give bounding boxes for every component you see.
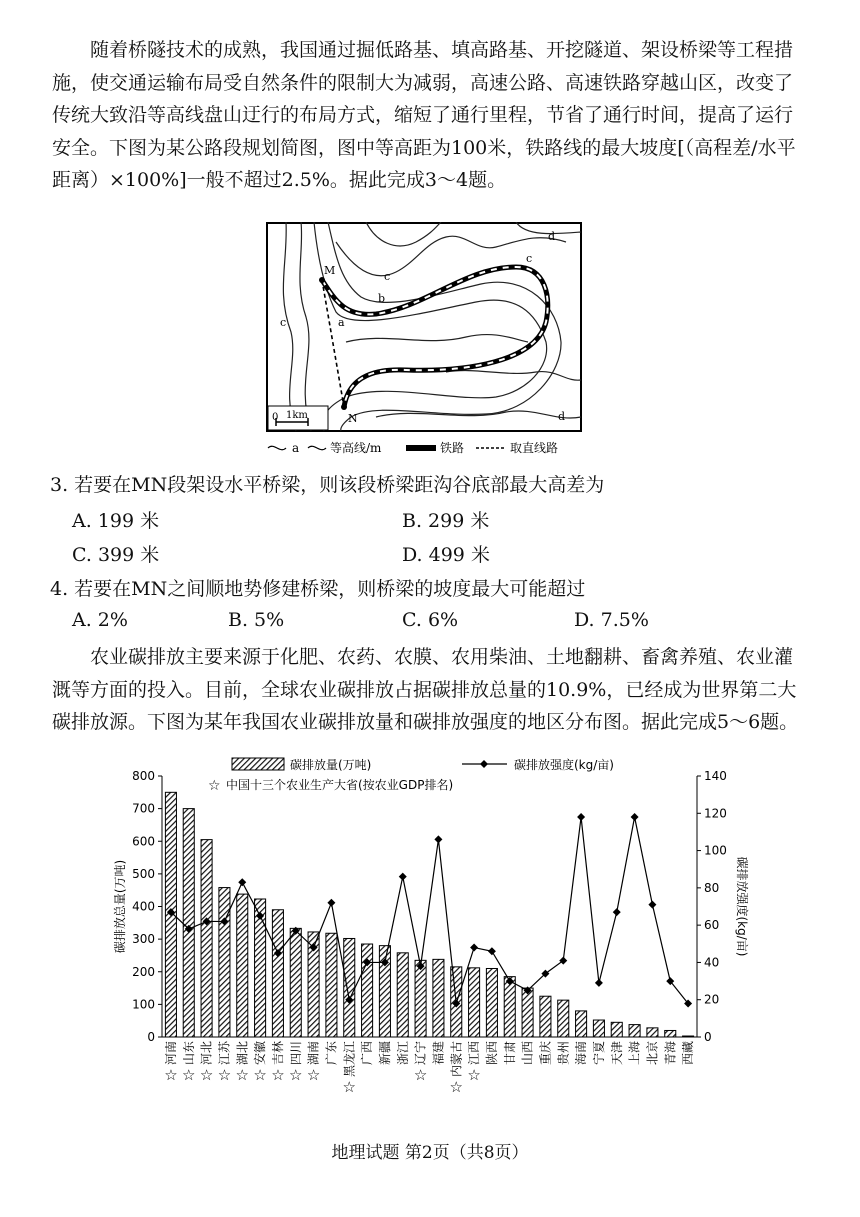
star-marker: ☆ [235, 1066, 249, 1084]
star-marker: ☆ [271, 1066, 285, 1084]
left-tick-label: 800 [132, 769, 155, 783]
scale-zero: 0 [272, 412, 279, 423]
right-tick-label: 60 [704, 918, 720, 933]
x-tick-label: 广东 [324, 1041, 339, 1066]
intensity-point-宁夏 [595, 979, 603, 987]
left-tick-label: 0 [147, 1030, 155, 1044]
legend-straight-route: 取直线路 [510, 441, 559, 455]
star-marker: ☆ [449, 1078, 463, 1096]
x-tick-label: 北京 [645, 1041, 660, 1066]
x-tick-label: 山西 [520, 1041, 535, 1066]
star-marker: ☆ [467, 1066, 481, 1084]
star-marker: ☆ [253, 1066, 267, 1084]
map-label-c: c [384, 270, 391, 283]
x-tick-label: 天津 [609, 1041, 624, 1066]
x-tick-label: 上海 [627, 1041, 642, 1066]
intensity-point-福建 [434, 835, 442, 843]
question-4-option-c: C. 6% [402, 609, 459, 631]
intensity-point-北京 [648, 901, 656, 909]
x-tick-label: 湖北 [235, 1041, 250, 1066]
left-tick-label: 300 [132, 932, 155, 947]
star-marker: ☆ [182, 1066, 196, 1084]
intensity-line [171, 817, 688, 1003]
x-tick-label: 宁夏 [591, 1041, 606, 1066]
question-3-option-b: B. 299 米 [402, 510, 490, 532]
x-tick-label: 海南 [574, 1041, 589, 1066]
bar-四川 [290, 928, 301, 1037]
left-tick-label: 100 [132, 997, 155, 1012]
x-tick-label: 西藏 [681, 1041, 696, 1066]
star-marker: ☆ [164, 1066, 178, 1084]
right-tick-label: 80 [704, 880, 720, 895]
x-tick-label: 四川 [288, 1041, 303, 1066]
map-label-m: M [324, 264, 336, 277]
contour-map [266, 222, 582, 432]
map-legend [266, 438, 596, 458]
bar-福建 [433, 959, 444, 1037]
right-tick-label: 100 [704, 843, 727, 858]
intensity-point-陕西 [488, 947, 496, 955]
bar-黑龙江 [344, 938, 355, 1037]
question-3-stem: 3. 若要在MN段架设水平桥梁，则该段桥梁距沟谷底部最大高差为 [50, 474, 605, 496]
x-tick-label: 内蒙古 [449, 1041, 464, 1078]
legend-bar-swatch [232, 758, 284, 770]
bar-陕西 [486, 968, 497, 1037]
map-label-d: d [558, 410, 566, 423]
carbon-emission-chart [112, 754, 752, 1104]
left-tick-label: 600 [132, 834, 155, 849]
x-tick-label: 福建 [431, 1041, 446, 1066]
map-label-n: N [348, 412, 358, 425]
page-footer: 地理试题 第2页（共8页） [331, 1143, 529, 1163]
bar-河北 [201, 840, 212, 1037]
bar-江西 [469, 968, 480, 1037]
question-4-option-a: A. 2% [72, 609, 128, 631]
x-tick-label: 广西 [360, 1041, 375, 1066]
right-tick-label: 120 [704, 806, 727, 821]
intensity-point-广东 [327, 899, 335, 907]
bar-天津 [611, 1022, 622, 1037]
x-tick-label: 青海 [663, 1041, 678, 1066]
right-tick-label: 40 [704, 955, 720, 970]
bar-青海 [665, 1030, 676, 1037]
intensity-point-江西 [470, 944, 478, 952]
x-tick-label: 浙江 [395, 1041, 410, 1066]
bar-重庆 [540, 996, 551, 1037]
bar-西藏 [683, 1036, 694, 1037]
legend-contour: 等高线/m [330, 441, 382, 455]
star-marker: ☆ [289, 1066, 303, 1084]
x-tick-label: 甘肃 [502, 1041, 517, 1066]
bar-广西 [362, 944, 373, 1037]
x-tick-label: 河南 [163, 1041, 178, 1066]
legend-line-label: 碳排放强度(kg/亩) [514, 758, 614, 772]
x-tick-label: 山东 [181, 1041, 196, 1066]
bar-山东 [183, 809, 194, 1037]
question-3-option-a: A. 199 米 [72, 510, 160, 532]
bar-江苏 [219, 888, 230, 1037]
intro-paragraph-2: 农业碳排放主要来源于化肥、农药、农膜、农用柴油、土地翻耕、畜禽养殖、农业灌溉等方面的投入。目前，全球农业碳排放占据碳排放总量的10.9%，已经成为世界第二大碳排放源。下图为某年我国农业碳排放量和碳排放强度的地区分布图。据此完成5～6题。 [52, 646, 799, 733]
right-axis-label: 碳排放强度(kg/亩) [735, 856, 749, 957]
x-tick-label: 重庆 [538, 1041, 553, 1066]
bar-湖北 [237, 894, 248, 1037]
right-tick-label: 20 [704, 992, 720, 1007]
intro-paragraph-1: 随着桥隧技术的成熟，我国通过掘低路基、填高路基、开挖隧道、架设桥梁等工程措施，使交通运输布局受自然条件的限制大为减弱，高速公路、高速铁路穿越山区，改变了传统大致沿等高线盘山迂行的布局方式，缩短了通行里程，节省了通行时间，提高了运行安全。下图为某公路段规划简图，图中等高距为100米，铁路线的最大坡度[（高程差/水平距离）×100%]一般不超过2.5%。据此完成3～4题。 [52, 39, 796, 191]
x-tick-label: 江西 [467, 1041, 482, 1066]
map-label-c: c [280, 316, 287, 329]
left-tick-label: 700 [132, 801, 155, 816]
intensity-point-天津 [613, 908, 621, 916]
left-tick-label: 400 [132, 899, 155, 914]
legend-bar-label: 碳排放量(万吨) [290, 758, 372, 772]
question-3-option-d: D. 499 米 [402, 544, 490, 566]
intensity-point-海南 [577, 813, 585, 821]
question-4-stem: 4. 若要在MN之间顺地势修建桥梁，则桥梁的坡度最大可能超过 [50, 578, 586, 600]
x-tick-label: 湖南 [306, 1041, 321, 1066]
map-label-c: c [526, 252, 533, 265]
bar-海南 [576, 1011, 587, 1037]
bar-山西 [522, 988, 533, 1037]
legend-star-icon: ☆ [208, 778, 221, 794]
star-marker: ☆ [306, 1066, 321, 1084]
map-label-a: a [338, 316, 345, 329]
bar-吉林 [272, 910, 283, 1037]
bar-宁夏 [593, 1020, 604, 1037]
x-tick-label: 吉林 [270, 1041, 285, 1066]
question-3-option-c: C. 399 米 [72, 544, 160, 566]
legend-railway: 铁路 [440, 441, 465, 455]
left-tick-label: 500 [132, 866, 155, 881]
x-tick-label: 黑龙江 [342, 1041, 357, 1078]
right-tick-label: 0 [704, 1030, 712, 1044]
bar-甘肃 [504, 977, 515, 1037]
bar-辽宁 [415, 960, 426, 1037]
legend-star-label: 中国十三个农业生产大省(按农业GDP排名) [226, 778, 454, 792]
x-tick-label: 贵州 [556, 1041, 571, 1066]
bar-北京 [647, 1028, 658, 1037]
x-tick-label: 陕西 [484, 1041, 499, 1066]
x-tick-label: 江苏 [217, 1041, 232, 1066]
map-label-b: b [378, 292, 386, 305]
x-tick-label: 新疆 [377, 1041, 392, 1066]
x-tick-label: 河北 [199, 1041, 214, 1066]
bar-贵州 [558, 1000, 569, 1037]
intensity-point-湖北 [238, 878, 246, 886]
scale-label: 1km [286, 410, 308, 421]
question-4-option-b: B. 5% [228, 609, 285, 631]
star-marker: ☆ [413, 1066, 428, 1084]
question-4-option-d: D. 7.5% [574, 609, 649, 631]
bar-浙江 [397, 953, 408, 1037]
left-tick-label: 200 [132, 964, 155, 979]
intensity-point-浙江 [399, 873, 407, 881]
star-marker: ☆ [342, 1078, 356, 1096]
bar-广东 [326, 933, 337, 1037]
star-marker: ☆ [199, 1066, 214, 1084]
star-marker: ☆ [217, 1066, 232, 1084]
legend-line-marker [480, 760, 488, 768]
bar-上海 [629, 1025, 640, 1037]
x-tick-label: 安徽 [253, 1041, 268, 1066]
intensity-point-上海 [631, 813, 639, 821]
intensity-point-贵州 [559, 957, 567, 965]
left-axis-label: 碳排放总量(万吨) [113, 859, 127, 954]
map-label-d: d [548, 230, 556, 243]
x-tick-label: 辽宁 [413, 1041, 428, 1066]
right-tick-label: 140 [704, 769, 727, 783]
legend-contour-sample: a [292, 441, 300, 455]
